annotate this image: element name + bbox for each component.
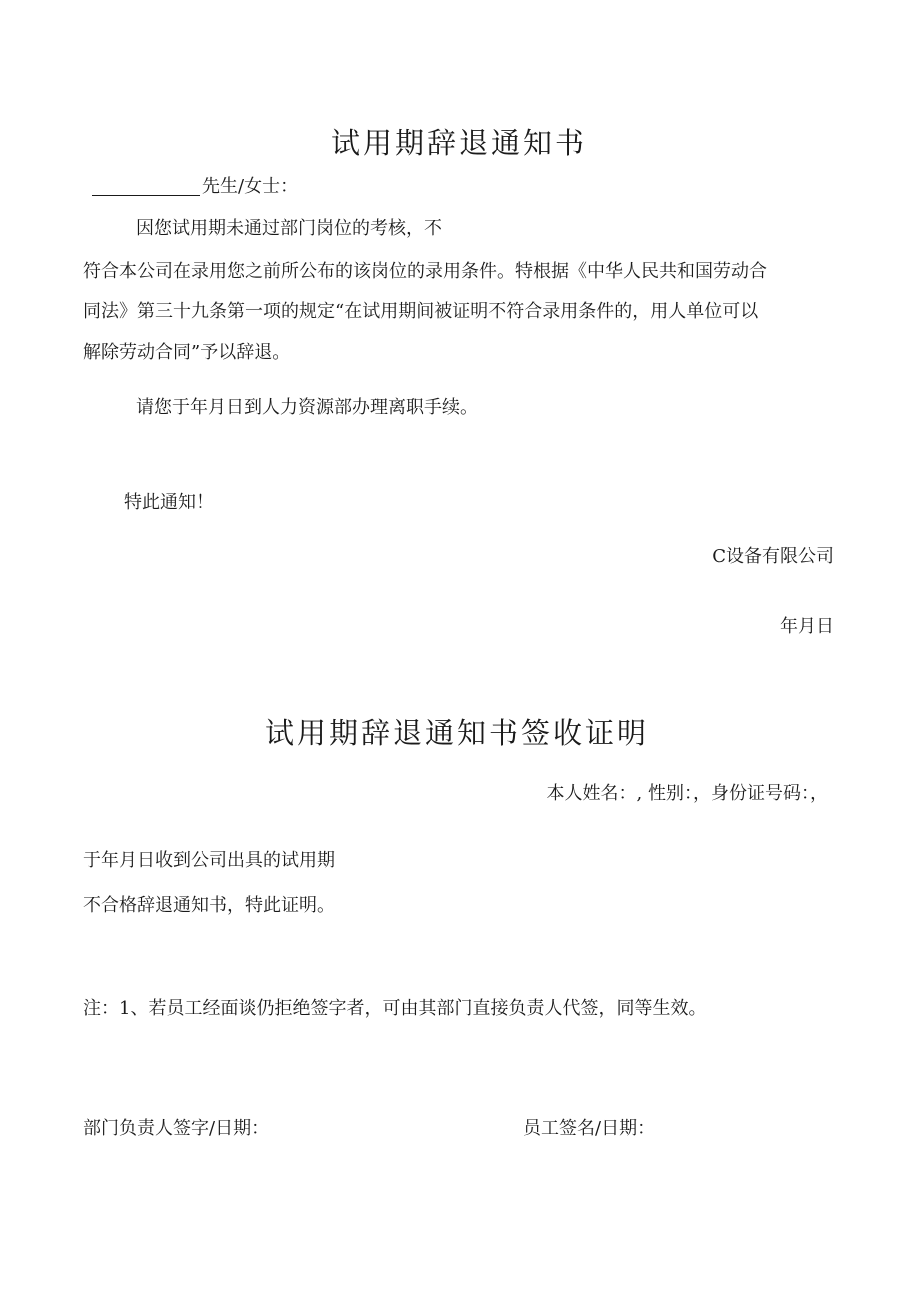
receipt-line-2: 不合格辞退通知书，特此证明。 bbox=[83, 895, 335, 916]
paragraph-1-line-2: 符合本公司在录用您之前所公布的该岗位的录用条件。特根据《中华人民共和国劳动合 bbox=[83, 261, 767, 282]
salutation-text: 先生/女士： bbox=[202, 176, 299, 197]
dept-signature-label: 部门负责人签字/日期： bbox=[83, 1118, 270, 1139]
company-name: C设备有限公司 bbox=[712, 546, 834, 567]
closing-text: 特此通知！ bbox=[124, 492, 214, 513]
receipt-title: 试用期辞退通知书签收证明 bbox=[265, 716, 650, 750]
paragraph-1-line-3: 同法》第三十九条第一项的规定“在试用期间被证明不符合录用条件的，用人单位可以 bbox=[83, 301, 759, 322]
salutation-line bbox=[92, 177, 298, 196]
note-text: 注：1、若员工经面谈仍拒绝签字者，可由其部门直接负责人代签，同等生效。 bbox=[83, 998, 707, 1019]
notice-date: 年月日 bbox=[780, 616, 834, 637]
paragraph-1-line-1: 因您试用期未通过部门岗位的考核，不 bbox=[136, 218, 442, 239]
receipt-line-1: 于年月日收到公司出具的试用期 bbox=[83, 850, 335, 871]
notice-title: 试用期辞退通知书 bbox=[331, 126, 588, 160]
identity-line: 本人姓名：, 性别：，身份证号码：， bbox=[546, 783, 828, 804]
employee-signature-label: 员工签名/日期： bbox=[523, 1118, 656, 1139]
paragraph-1-line-4: 解除劳动合同”予以辞退。 bbox=[83, 342, 291, 363]
paragraph-2: 请您于年月日到人力资源部办理离职手续。 bbox=[136, 397, 478, 418]
name-blank-line bbox=[92, 177, 200, 196]
